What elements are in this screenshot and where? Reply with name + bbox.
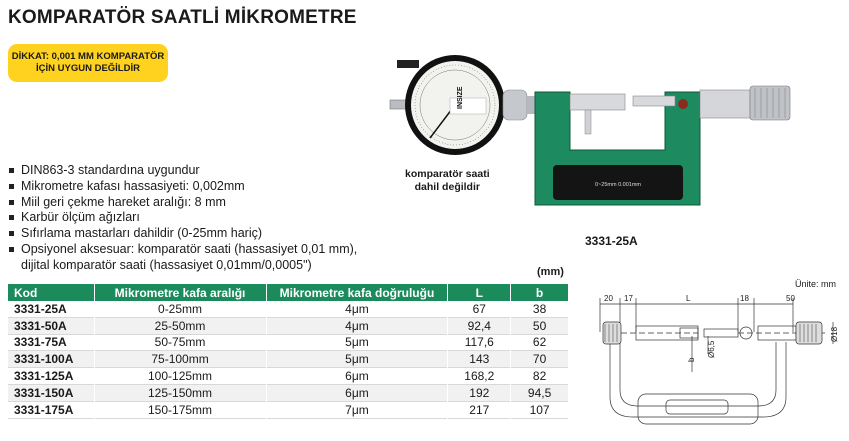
cell-l: 217 bbox=[448, 401, 511, 418]
cell-b: 70 bbox=[511, 351, 569, 368]
cell-accuracy: 5μm bbox=[266, 334, 448, 351]
model-label: 3331-25A bbox=[585, 234, 638, 248]
photo-note-line-2: dahil değildir bbox=[414, 181, 480, 193]
drawing-unit: Ünite: mm bbox=[795, 279, 837, 289]
table-header-row bbox=[8, 284, 569, 301]
feature-item: Mikrometre kafası hassasiyeti: 0,002mm bbox=[8, 179, 357, 195]
cell-accuracy: 6μm bbox=[266, 368, 448, 385]
cell-kod: 3331-150A bbox=[8, 384, 94, 401]
dim-18: 18 bbox=[740, 294, 749, 303]
col-range: Mikrometre kafa aralığı bbox=[94, 284, 266, 301]
feature-item: Karbür ölçüm ağızları bbox=[8, 210, 357, 226]
col-l: L bbox=[448, 284, 511, 301]
cell-kod: 3331-25A bbox=[8, 301, 94, 317]
feature-item: DIN863-3 standardına uygundur bbox=[8, 163, 357, 179]
cell-b: 62 bbox=[511, 334, 569, 351]
cell-b: 50 bbox=[511, 317, 569, 334]
cell-accuracy: 4μm bbox=[266, 301, 448, 317]
cell-b: 94,5 bbox=[511, 384, 569, 401]
dim-phi6: Ø6,5 bbox=[707, 340, 716, 358]
warning-line-2: İÇİN UYGUN DEĞİLDİR bbox=[36, 63, 140, 74]
cell-range: 150-175mm bbox=[94, 401, 266, 418]
cell-range: 125-150mm bbox=[94, 384, 266, 401]
product-photo bbox=[385, 50, 800, 220]
warning-line-1: DİKKAT: 0,001 MM KOMPARATÖR bbox=[11, 51, 165, 62]
cell-kod: 3331-75A bbox=[8, 334, 94, 351]
cell-l: 67 bbox=[448, 301, 511, 317]
cell-l: 117,6 bbox=[448, 334, 511, 351]
photo-note bbox=[405, 168, 490, 194]
page-title: KOMPARATÖR SAATLİ MİKROMETRE bbox=[8, 7, 357, 28]
col-accuracy: Mikrometre kafa doğruluğu bbox=[266, 284, 448, 301]
dim-b: b bbox=[687, 357, 696, 362]
cell-l: 168,2 bbox=[448, 368, 511, 385]
feature-item-continued: dijital komparatör saati (hassasiyet 0,01mm/0,0005") bbox=[21, 257, 312, 272]
cell-accuracy: 7μm bbox=[266, 401, 448, 418]
dim-phi18: Ø18 bbox=[830, 326, 839, 342]
cell-l: 192 bbox=[448, 384, 511, 401]
dim-l: L bbox=[686, 294, 691, 303]
cell-l: 92,4 bbox=[448, 317, 511, 334]
cell-accuracy: 4μm bbox=[266, 317, 448, 334]
table-row bbox=[8, 317, 569, 334]
table-unit: (mm) bbox=[537, 266, 564, 278]
cell-kod: 3331-50A bbox=[8, 317, 94, 334]
cell-kod: 3331-125A bbox=[8, 368, 94, 385]
col-kod: Kod bbox=[8, 284, 94, 301]
cell-b: 82 bbox=[511, 368, 569, 385]
table-row bbox=[8, 301, 569, 317]
cell-accuracy: 5μm bbox=[266, 351, 448, 368]
feature-item: Sıfırlama mastarları dahildir (0-25mm hariç) bbox=[8, 226, 357, 242]
dial-brand: INSIZE bbox=[457, 86, 464, 109]
photo-note-line-1: komparatör saati bbox=[405, 168, 490, 180]
dim-17: 17 bbox=[624, 294, 633, 303]
cell-b: 38 bbox=[511, 301, 569, 317]
spec-table bbox=[8, 284, 569, 419]
table-row bbox=[8, 384, 569, 401]
cell-kod: 3331-100A bbox=[8, 351, 94, 368]
dim-50: 50 bbox=[786, 294, 795, 303]
technical-drawing bbox=[588, 292, 843, 437]
cell-range: 50-75mm bbox=[94, 334, 266, 351]
feature-item: Miil geri çekme hareket aralığı: 8 mm bbox=[8, 195, 357, 211]
cell-l: 143 bbox=[448, 351, 511, 368]
cell-range: 75-100mm bbox=[94, 351, 266, 368]
table-row bbox=[8, 368, 569, 385]
cell-range: 25-50mm bbox=[94, 317, 266, 334]
feature-list bbox=[8, 163, 357, 274]
cell-b: 107 bbox=[511, 401, 569, 418]
cell-range: 100-125mm bbox=[94, 368, 266, 385]
cell-range: 0-25mm bbox=[94, 301, 266, 317]
cell-kod: 3331-175A bbox=[8, 401, 94, 418]
dim-20: 20 bbox=[604, 294, 613, 303]
table-row bbox=[8, 351, 569, 368]
feature-item: Opsiyonel aksesuar: komparatör saati (hassasiyet 0,01 mm), bbox=[8, 242, 357, 258]
warning-badge bbox=[8, 44, 168, 82]
table-row bbox=[8, 334, 569, 351]
cell-accuracy: 6μm bbox=[266, 384, 448, 401]
col-b: b bbox=[511, 284, 569, 301]
table-row bbox=[8, 401, 569, 418]
frame-label: 0~25mm 0.001mm bbox=[594, 182, 642, 188]
